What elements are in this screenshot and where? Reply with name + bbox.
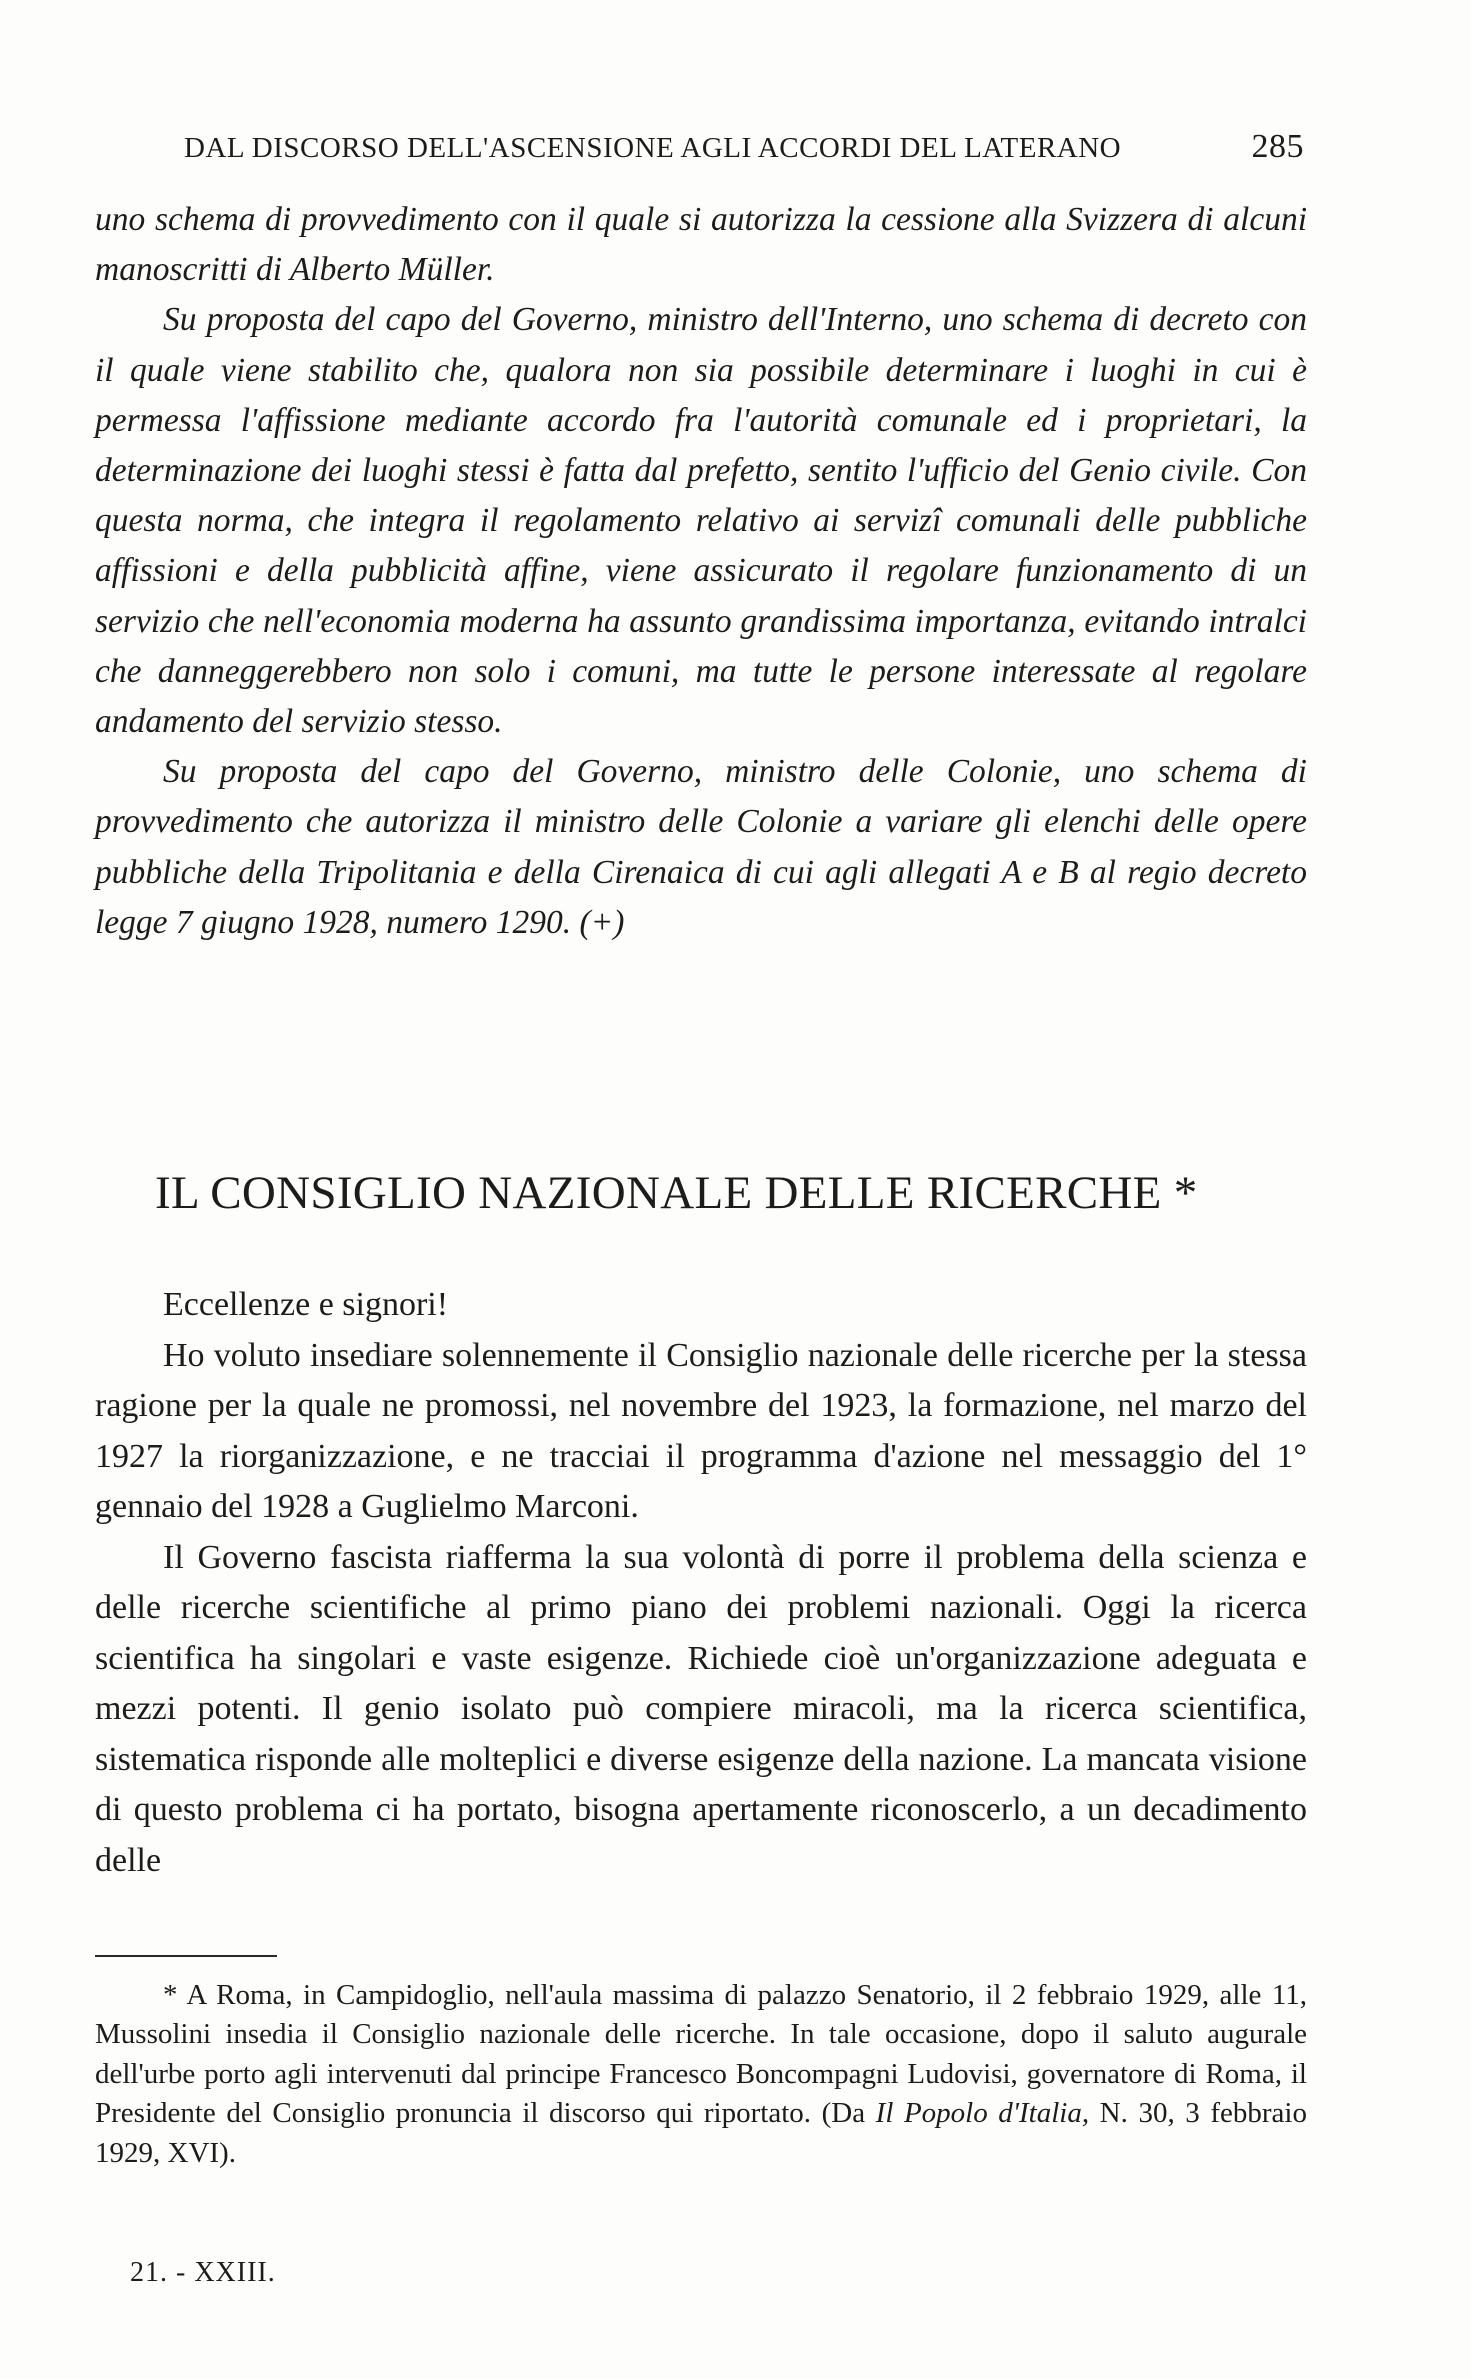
running-head	[184, 128, 1304, 172]
footnote	[95, 1976, 1307, 2173]
italic-paragraph: Su proposta del capo del Governo, ministro delle Colonie, uno schema di provvedimento che autorizza il ministro delle Colonie a variare gli elenchi delle opere pubbliche della Tripolitania e della Cirenaica di cui agli allegati A e B al regio decreto legge 7 giugno 1928, numero 1290. (+)	[95, 753, 1307, 941]
footnote-text	[95, 1976, 1307, 2173]
footnote-text-after: N. 30, 3 febbraio 1929, XVI).	[95, 2097, 1307, 2169]
body-paragraph: Ho voluto insediare solennemente il Consiglio nazionale delle ricerche per la stessa ragione per la quale ne promossi, nel novembre del 1923, la formazione, nel marzo del 1927 la riorganizzazione, e ne tracciai il programma d'azione nel messaggio del 1° gennaio del 1928 a Guglielmo Marconi.	[95, 1336, 1307, 1525]
salutation: Eccellenze e signori!	[163, 1286, 449, 1323]
running-head-title: DAL DISCORSO DELL'ASCENSIONE AGLI ACCORDI DEL LATERANO	[184, 132, 1122, 164]
footnote-text-before: * A Roma, in Campidoglio, nell'aula massima di palazzo Senatorio, il 2 febbraio 1929, alle 11, Mussolini insedia il Consiglio nazionale delle ricerche. In tale occasione, dopo il saluto augurale dell'urbe porto agli intervenuti dal principe Francesco Boncompagni Ludovisi, governatore di Roma, il Presidente del Consiglio pronuncia il discorso qui riportato. (Da	[95, 1979, 1307, 2130]
footnote-divider	[95, 1955, 277, 1957]
body-paragraph: Il Governo fascista riafferma la sua volontà di porre il problema della scienza e delle ricerche scientifiche al primo piano dei problemi nazionali. Oggi la ricerca scientifica ha singolari e vaste esigenze. Richiede cioè un'organizzazione adeguata e mezzi potenti. Il genio isolato può compiere miracoli, ma la ricerca scientifica, sistematica risponde alle molteplici e diverse esigenze della nazione. La mancata visione di questo problema ci ha portato, bisogna apertamente riconoscerlo, a un decadimento delle	[95, 1538, 1307, 1879]
footnote-source-title: Il Popolo d'Italia,	[875, 2097, 1090, 2130]
page-number: 285	[1251, 128, 1304, 165]
italic-paragraph: uno schema di provvedimento con il quale si autorizza la cessione alla Svizzera di alcuni manoscritti di Alberto Müller.	[95, 201, 1307, 289]
printer-signature: 21. - XXIII.	[130, 2257, 276, 2288]
speech-body	[95, 1280, 1307, 1886]
section-title: IL CONSIGLIO NAZIONALE DELLE RICERCHE *	[155, 1167, 1198, 1219]
council-proceedings-block	[95, 195, 1307, 948]
italic-paragraph: Su proposta del capo del Governo, ministro dell'Interno, uno schema di decreto con il quale viene stabilito che, qualora non sia possibile determinare i luoghi in cui è permessa l'affissione mediante accordo fra l'autorità comunale ed i proprietari, la determinazione dei luoghi stessi è fatta dal prefetto, sentito l'ufficio del Genio civile. Con questa norma, che integra il regolamento relativo ai servizî comunali delle pubbliche affissioni e della pubblicità affine, viene assicurato il regolare funzionamento di un servizio che nell'economia moderna ha assunto grandissima importanza, evitando intralci che danneggerebbero non solo i comuni, ma tutte le persone interessate al regolare andamento del servizio stesso.	[95, 301, 1307, 741]
